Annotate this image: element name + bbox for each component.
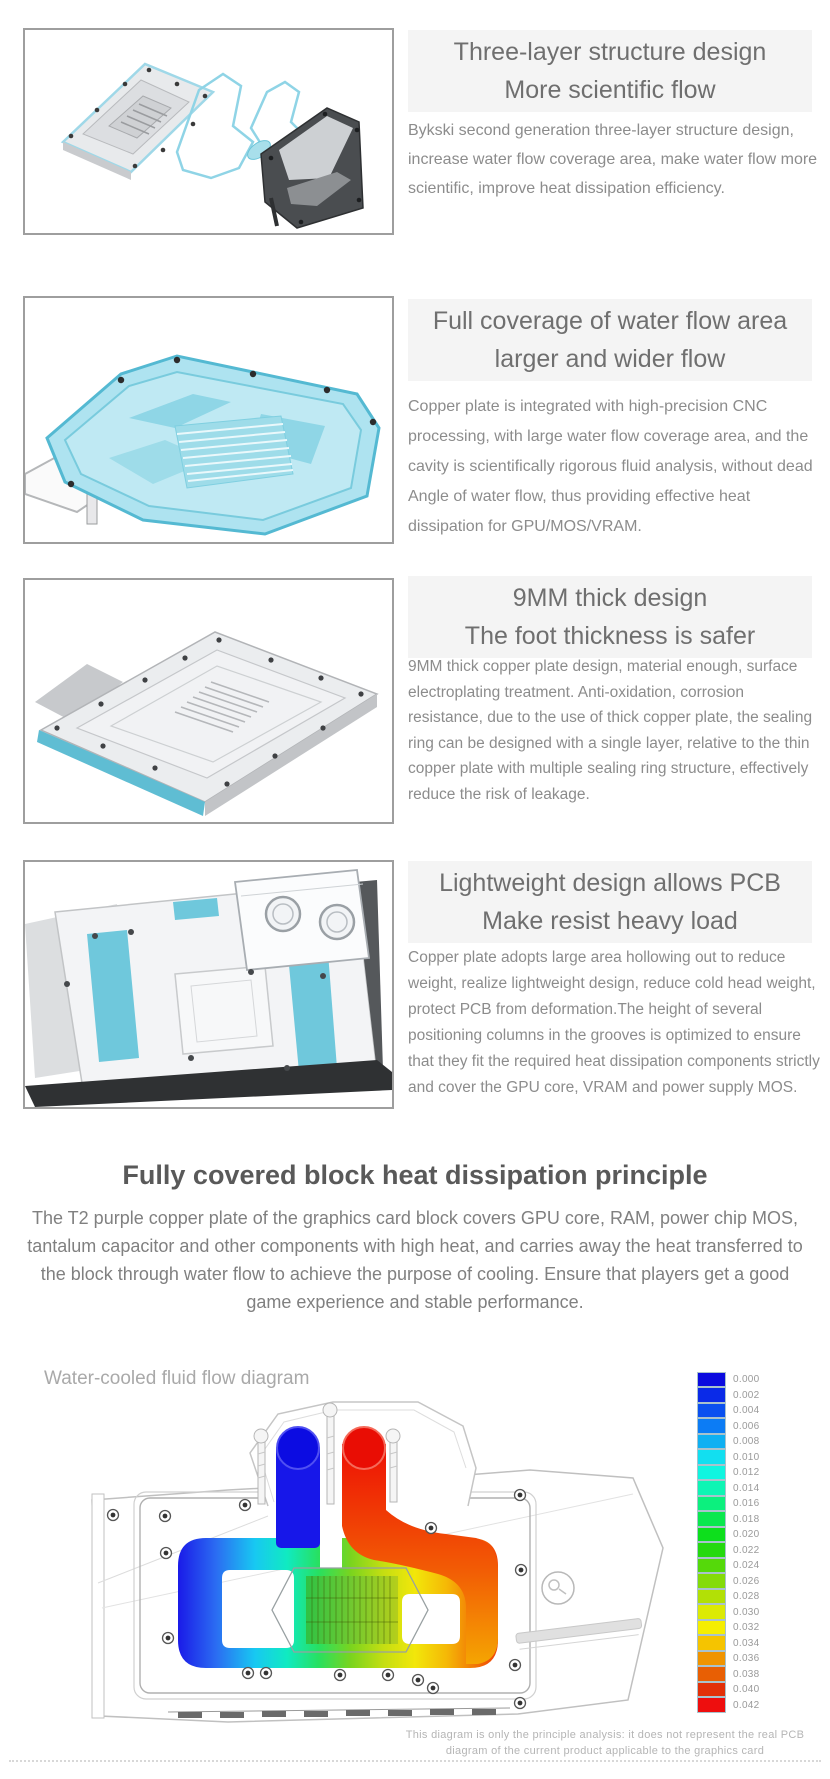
- legend-value-label: 0.008: [733, 1436, 760, 1448]
- legend-color-swatch: [697, 1372, 726, 1388]
- fluid-flow-diagram: [78, 1398, 670, 1730]
- section3-heading: [408, 576, 812, 658]
- legend-row: [697, 1512, 760, 1528]
- legend-color-swatch: [697, 1527, 726, 1543]
- legend-color-swatch: [697, 1542, 726, 1558]
- section2-heading-line1: Full coverage of water flow area: [432, 307, 788, 335]
- section4-heading: [408, 861, 812, 943]
- section1-body: Bykski second generation three-layer structure design, increase water flow coverage area, make water flow more scientific, improve heat dissipation efficiency.: [408, 122, 818, 197]
- legend-color-swatch: [697, 1465, 726, 1481]
- section2-heading: [408, 299, 812, 381]
- legend-value-label: 0.022: [733, 1544, 760, 1556]
- legend-value-label: 0.036: [733, 1653, 760, 1665]
- legend-value-label: 0.024: [733, 1560, 760, 1572]
- legend-color-swatch: [697, 1604, 726, 1620]
- legend-row: [697, 1558, 760, 1574]
- water-flow-coverage-image: [23, 296, 394, 544]
- diagram-disclaimer: [405, 1727, 805, 1759]
- legend-color-swatch: [697, 1682, 726, 1698]
- section1-heading-line2: More scientific flow: [504, 76, 716, 104]
- legend-color-swatch: [697, 1449, 726, 1465]
- legend-row: [697, 1388, 760, 1404]
- legend-value-label: 0.018: [733, 1513, 760, 1525]
- section3-heading-line2: The foot thickness is safer: [464, 622, 756, 650]
- legend-color-swatch: [697, 1418, 726, 1434]
- legend-row: [697, 1667, 760, 1683]
- legend-value-label: 0.004: [733, 1405, 760, 1417]
- legend-color-swatch: [697, 1635, 726, 1651]
- legend-color-swatch: [697, 1496, 726, 1512]
- copper-plate-image: [23, 578, 394, 824]
- legend-value-label: 0.006: [733, 1420, 760, 1432]
- disclaimer-line1: This diagram is only the principle analysis: it does not represent the real PCB: [405, 1729, 805, 1741]
- legend-rows: [697, 1372, 760, 1713]
- section4-heading-line1: Lightweight design allows PCB: [439, 869, 781, 897]
- legend-value-label: 0.028: [733, 1591, 760, 1603]
- legend-value-label: 0.010: [733, 1451, 760, 1463]
- legend-color-swatch: [697, 1697, 726, 1713]
- acrylic-top-illustration: [25, 298, 392, 542]
- section1-heading-line1: Three-layer structure design: [453, 38, 767, 66]
- inlet-port: [277, 1427, 319, 1469]
- legend-value-label: 0.030: [733, 1606, 760, 1618]
- legend-color-swatch: [697, 1480, 726, 1496]
- legend-row: [697, 1372, 760, 1388]
- legend-color-swatch: [697, 1434, 726, 1450]
- legend-color-swatch: [697, 1573, 726, 1589]
- legend-row: [697, 1682, 760, 1698]
- section4-body: Copper plate adopts large area hollowing out to reduce weight, realize lightweight design, reduce cold head weight, protect PCB from deformation.The height of several positioning columns in the grooves is optimized to ensure that they fit the required heat dissipation components strictly and cover the GPU core, VRAM and power supply MOS.: [408, 949, 820, 1096]
- legend-row: [697, 1605, 760, 1621]
- section3-body: 9MM thick copper plate design, material enough, surface electroplating treatment. Anti-oxidation, corrosion resistance, due to the use of thick copper plate, the sealing ring can be designed with a single layer, relative to the thin copper plate with multiple sealing ring structure, effectively reduce the risk of leakage.: [408, 658, 813, 803]
- legend-value-label: 0.040: [733, 1684, 760, 1696]
- legend-value-label: 0.038: [733, 1668, 760, 1680]
- principle-body: The T2 purple copper plate of the graphics card block covers GPU core, RAM, power chip MOS, tantalum capacitor and other components with high heat, and carries away the heat transferred to the block through water flow to achieve the purpose of cooling. Ensure that players get a good game experience and stable performance.: [27, 1208, 803, 1312]
- legend-row: [697, 1527, 760, 1543]
- disclaimer-line2: diagram of the current product applicable to the graphics card: [445, 1745, 765, 1757]
- legend-value-label: 0.020: [733, 1529, 760, 1541]
- outlet-port: [343, 1427, 385, 1469]
- legend-value-label: 0.002: [733, 1389, 760, 1401]
- legend-row: [697, 1589, 760, 1605]
- fluid-diagram-label: Water-cooled fluid flow diagram: [44, 1368, 310, 1389]
- legend-row: [697, 1651, 760, 1667]
- legend-value-label: 0.000: [733, 1374, 760, 1386]
- legend-row: [697, 1574, 760, 1590]
- section2-heading-line2: larger and wider flow: [494, 345, 726, 373]
- legend-value-label: 0.014: [733, 1482, 760, 1494]
- legend-color-swatch: [697, 1403, 726, 1419]
- legend-value-label: 0.012: [733, 1467, 760, 1479]
- legend-value-label: 0.016: [733, 1498, 760, 1510]
- legend-value-label: 0.034: [733, 1637, 760, 1649]
- legend-row: [697, 1434, 760, 1450]
- legend-row: [697, 1620, 760, 1636]
- legend-row: [697, 1419, 760, 1435]
- legend-color-swatch: [697, 1387, 726, 1403]
- legend-color-swatch: [697, 1620, 726, 1636]
- legend-value-label: 0.032: [733, 1622, 760, 1634]
- legend-row: [697, 1481, 760, 1497]
- section4-heading-line2: Make resist heavy load: [482, 907, 738, 935]
- legend-color-swatch: [697, 1589, 726, 1605]
- lightweight-block-image: [23, 860, 394, 1109]
- legend-row: [697, 1403, 760, 1419]
- copper-plate-illustration: [25, 580, 392, 822]
- legend-color-swatch: [697, 1558, 726, 1574]
- section3-heading-line1: 9MM thick design: [512, 584, 708, 612]
- legend-value-label: 0.026: [733, 1575, 760, 1587]
- exploded-structure-image: [23, 28, 394, 235]
- legend-color-swatch: [697, 1666, 726, 1682]
- exploded-structure-illustration: [25, 30, 392, 233]
- legend-color-swatch: [697, 1511, 726, 1527]
- section1-heading: [408, 30, 812, 112]
- dotted-separator: [9, 1760, 821, 1762]
- legend-color-swatch: [697, 1651, 726, 1667]
- legend-row: [697, 1450, 760, 1466]
- legend-row: [697, 1636, 760, 1652]
- assembled-block-illustration: [25, 862, 392, 1107]
- principle-title: Fully covered block heat dissipation principle: [122, 1160, 708, 1190]
- legend-row: [697, 1698, 760, 1714]
- legend-value-label: 0.042: [733, 1699, 760, 1711]
- legend-row: [697, 1496, 760, 1512]
- legend-row: [697, 1543, 760, 1559]
- legend-row: [697, 1465, 760, 1481]
- section2-body: Copper plate is integrated with high-precision CNC processing, with large water flow coverage area, and the cavity is scientifically rigorous fluid analysis, without dead Angle of water flow, thus providing effective heat dissipation for GPU/MOS/VRAM.: [408, 398, 813, 535]
